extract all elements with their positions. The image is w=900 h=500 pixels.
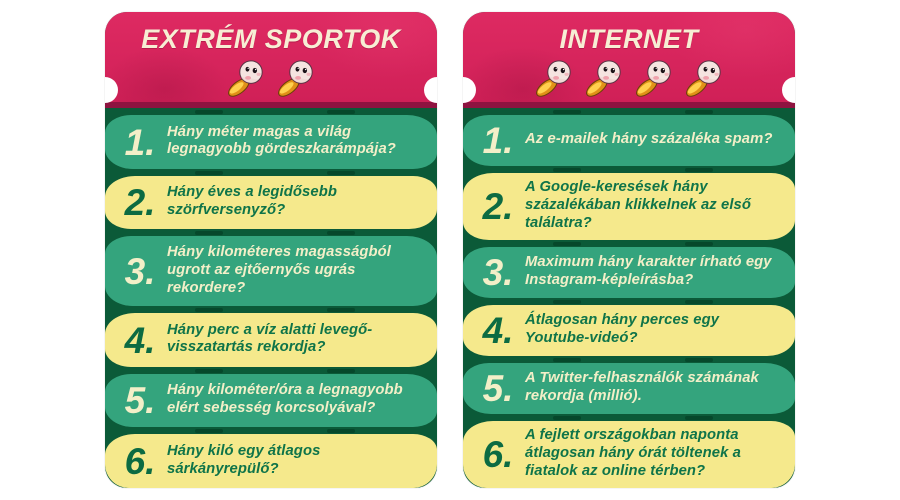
- question-band: [463, 421, 795, 488]
- question-number: 1.: [124, 121, 156, 163]
- question-text: Hány méter magas a világ legnagyobb gördeszkarámpája?: [167, 123, 396, 158]
- row-separator: [105, 427, 437, 434]
- card-header: [105, 12, 437, 102]
- question-number: 6.: [124, 441, 156, 483]
- question-text: Maximum hány karakter írható egy Instagram-képleírásba?: [525, 254, 772, 289]
- question-row: [105, 434, 437, 488]
- question-row: [463, 173, 795, 240]
- question-text: Hány kilométeres magasságból ugrott az ejtőernyős ugrás rekordere?: [167, 244, 392, 296]
- question-band: [105, 434, 437, 488]
- question-row: [463, 421, 795, 488]
- question-text: Átlagosan hány perces egy Youtube-videó?: [525, 312, 720, 346]
- question-text: Hány kilométer/óra a legnagyobb elért sebesség korcsolyával?: [167, 382, 403, 417]
- question-band: [105, 374, 437, 428]
- question-number: 5.: [124, 380, 156, 422]
- card-title: EXTRÉM SPORTOK: [141, 24, 401, 54]
- ticket-notch-left-icon: [463, 77, 476, 103]
- row-separator: [105, 367, 437, 374]
- row-separator: [463, 298, 795, 305]
- ticket-notch-right-icon: [424, 77, 437, 103]
- question-text: Hány éves a legidősebb szörfversenyző?: [167, 184, 337, 218]
- duck-icon: [584, 58, 625, 99]
- row-separator: [463, 166, 795, 173]
- question-text: A fejlett országokban naponta átlagosan hány órát töltenek a fiatalok az online térben?: [525, 427, 741, 479]
- question-number: 2.: [124, 182, 156, 224]
- row-separator: [463, 414, 795, 421]
- card-header: [463, 12, 795, 102]
- card-title: INTERNET: [559, 24, 699, 54]
- duck-icon: [276, 58, 317, 99]
- question-band: [105, 236, 437, 306]
- question-band: [463, 363, 795, 414]
- question-number: 4.: [124, 319, 156, 361]
- question-text: Hány kiló egy átlagos sárkányrepülő?: [167, 442, 321, 477]
- question-text: Az e-mailek hány százaléka spam?: [525, 131, 773, 148]
- row-separator: [463, 108, 795, 115]
- card-body: [105, 108, 437, 488]
- question-band: [463, 115, 795, 166]
- question-row: [463, 115, 795, 166]
- question-row: [463, 247, 795, 298]
- duck-icon: [226, 58, 267, 99]
- card-body: [463, 108, 795, 488]
- question-row: [463, 305, 795, 356]
- question-band: [105, 176, 437, 230]
- ticket-notch-left-icon: [105, 77, 118, 103]
- row-separator: [463, 240, 795, 247]
- question-text: A Twitter-felhasználók számának rekordja (millió).: [525, 370, 759, 404]
- question-number: 6.: [482, 434, 514, 476]
- question-row: [463, 363, 795, 414]
- question-row: [105, 374, 437, 428]
- question-band: [463, 173, 795, 240]
- question-row: [105, 176, 437, 230]
- duck-icon: [534, 58, 575, 99]
- question-number: 1.: [482, 120, 514, 162]
- question-row: [105, 313, 437, 367]
- question-number: 4.: [482, 310, 514, 352]
- question-band: [105, 313, 437, 367]
- row-separator: [463, 356, 795, 363]
- question-number: 3.: [482, 252, 514, 294]
- question-band: [463, 247, 795, 298]
- row-separator: [105, 306, 437, 313]
- card-internet: [463, 12, 795, 488]
- question-number: 2.: [482, 186, 514, 228]
- question-row: [105, 115, 437, 169]
- difficulty-ducks: [226, 56, 317, 100]
- row-separator: [105, 108, 437, 115]
- difficulty-ducks: [534, 56, 725, 100]
- ticket-notch-right-icon: [782, 77, 795, 103]
- row-separator: [105, 229, 437, 236]
- duck-icon: [634, 58, 675, 99]
- duck-icon: [684, 58, 725, 99]
- question-row: [105, 236, 437, 306]
- card-extrem-sportok: [105, 12, 437, 488]
- question-band: [105, 115, 437, 169]
- question-text: Hány perc a víz alatti levegő-visszatartás rekordja?: [167, 321, 373, 356]
- question-text: A Google-keresések hány százalékában klikkelnek az első találatra?: [525, 179, 752, 231]
- question-number: 5.: [482, 368, 514, 410]
- row-separator: [105, 169, 437, 176]
- question-number: 3.: [124, 251, 156, 293]
- question-band: [463, 305, 795, 356]
